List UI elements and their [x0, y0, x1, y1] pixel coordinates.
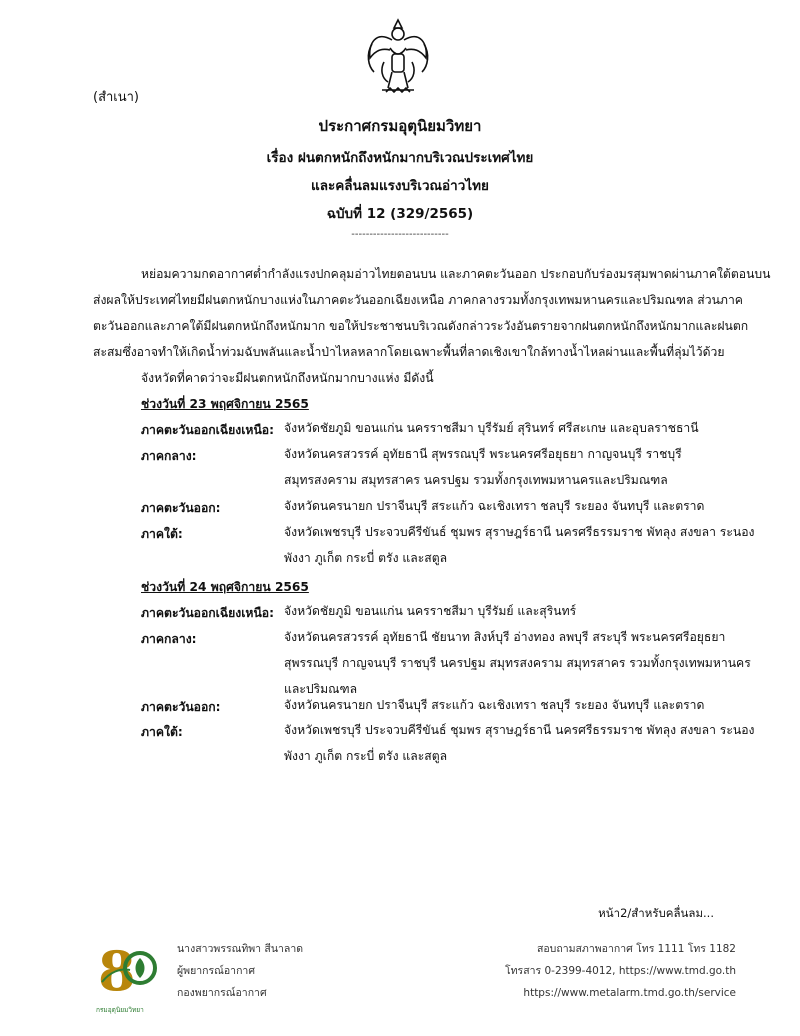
day1-east-provinces	[284, 493, 734, 519]
contact-fax-web: โทรสาร 0-2399-4012, https://www.tmd.go.th	[505, 965, 736, 977]
day1-south-provinces	[284, 519, 755, 571]
province-line: จังหวัดชัยภูมิ ขอนแก่น นครราชสีมา บุรีรัมย์ และสุรินทร์	[284, 604, 577, 618]
separator: ---------------------------	[351, 229, 449, 240]
province-line: จังหวัดนครสวรรค์ อุทัยธานี สุพรรณบุรี พระนครศรีอยุธยา กาญจนบุรี ราชบุรี	[284, 447, 682, 461]
day1-south-label: ภาคใต้:	[141, 527, 183, 541]
day1-central-label: ภาคกลาง:	[141, 449, 197, 463]
contact-phone: สอบถามสภาพอากาศ โทร 1111 โทร 1182	[536, 943, 736, 955]
day2-northeast-label: ภาคตะวันออกเฉียงเหนือ:	[141, 606, 274, 620]
tmd-80-logo-icon	[96, 938, 158, 1000]
province-line: จังหวัดเพชรบุรี ประจวบคีรีขันธ์ ชุมพร สุราษฎร์ธานี นครศรีธรรมราช พัทลุง สงขลา ระนอง	[284, 525, 755, 539]
province-line: พังงา ภูเก็ต กระบี่ ตรัง และสตูล	[284, 749, 448, 763]
province-line: สมุทรสงคราม สมุทรสาคร นครปฐม รวมทั้งกรุงเทพมหานครและปริมณฑล	[284, 473, 668, 487]
province-line: จังหวัดนครนายก ปราจีนบุรี สระแก้ว ฉะเชิงเทรา ชลบุรี ระยอง จันทบุรี และตราด	[284, 698, 705, 712]
day2-south-label: ภาคใต้:	[141, 725, 183, 739]
forecaster-info	[177, 938, 303, 1004]
day2-east-provinces	[284, 692, 734, 718]
issue-number: ฉบับที่ 12 (329/2565)	[326, 206, 474, 222]
day1-east-label: ภาคตะวันออก:	[141, 501, 221, 515]
day2-south-provinces	[284, 717, 755, 769]
paragraph-line: ตะวันออกและภาคใต้มีฝนตกหนักถึงหนักมาก ขอให้ประชาชนบริเวณดังกล่าวระวังอันตรายจากฝนตกหนักถึงหนักมากและฝนตก	[93, 319, 749, 333]
paragraph-line: สะสมซึ่งอาจทำให้เกิดน้ำท่วมฉับพลันและน้ำป่าไหลหลากโดยเฉพาะพื้นที่ลาดเชิงเขาใกล้ทางน้ำไหลผ่านและพื้นที่ลุ่มไว้ด้วย	[93, 345, 725, 359]
day1-central-provinces	[284, 441, 734, 493]
province-line: จังหวัดนครนายก ปราจีนบุรี สระแก้ว ฉะเชิงเทรา ชลบุรี ระยอง จันทบุรี และตราด	[284, 499, 705, 513]
province-line: จังหวัดนครสวรรค์ อุทัยธานี ชัยนาท สิงห์บุรี อ่างทอง ลพบุรี สระบุรี พระนครศรีอยุธยา	[284, 630, 726, 644]
logo-caption: กรมอุตุนิยมวิทยา	[96, 1006, 144, 1014]
subject-line-2: และคลื่นลมแรงบริเวณอ่าวไทย	[311, 178, 489, 194]
provinces-intro: จังหวัดที่คาดว่าจะมีฝนตกหนักถึงหนักมากบางแห่ง มีดังนี้	[141, 371, 434, 385]
forecaster-title: ผู้พยากรณ์อากาศ	[177, 965, 255, 977]
announcement-title: ประกาศกรมอุตุนิยมวิทยา	[318, 117, 482, 135]
copy-label: (สำเนา)	[93, 90, 140, 105]
day2-east-label: ภาคตะวันออก:	[141, 700, 221, 714]
garuda-emblem-icon	[362, 14, 434, 96]
day2-northeast-provinces	[284, 598, 734, 624]
day2-central-provinces	[284, 624, 751, 702]
contact-service-url: https://www.metalarm.tmd.go.th/service	[523, 987, 736, 999]
province-line: พังงา ภูเก็ต กระบี่ ตรัง และสตูล	[284, 551, 448, 565]
day2-heading: ช่วงวันที่ 24 พฤศจิกายน 2565	[141, 580, 309, 594]
contact-info	[505, 938, 736, 1004]
province-line: จังหวัดชัยภูมิ ขอนแก่น นครราชสีมา บุรีรัมย์ สุรินทร์ ศรีสะเกษ และอุบลราชธานี	[284, 421, 699, 435]
svg-text:8: 8	[98, 939, 136, 1000]
day1-heading: ช่วงวันที่ 23 พฤศจิกายน 2565	[141, 397, 309, 411]
main-paragraph	[93, 261, 771, 365]
next-page-note: หน้า2/สำหรับคลื่นลม...	[598, 906, 714, 920]
province-line: และปริมณฑล	[284, 682, 358, 696]
province-line: สุพรรณบุรี กาญจนบุรี ราชบุรี นครปฐม สมุทรสงคราม สมุทรสาคร รวมทั้งกรุงเทพมหานคร	[284, 656, 751, 670]
forecaster-division: กองพยากรณ์อากาศ	[177, 987, 267, 999]
subject-line-1: เรื่อง ฝนตกหนักถึงหนักมากบริเวณประเทศไทย	[266, 150, 534, 166]
day1-northeast-provinces	[284, 415, 734, 441]
province-line: จังหวัดเพชรบุรี ประจวบคีรีขันธ์ ชุมพร สุราษฎร์ธานี นครศรีธรรมราช พัทลุง สงขลา ระนอง	[284, 723, 755, 737]
forecaster-name: นางสาวพรรณทิพา สีนาลาด	[177, 943, 304, 955]
paragraph-line: ส่งผลให้ประเทศไทยมีฝนตกหนักบางแห่งในภาคตะวันออกเฉียงเหนือ ภาคกลางรวมทั้งกรุงเทพมหานครและปริมณฑล ส่วนภาค	[93, 293, 743, 307]
paragraph-line: หย่อมความกดอากาศต่ำกำลังแรงปกคลุมอ่าวไทยตอนบน และภาคตะวันออก ประกอบกับร่องมรสุมพาดผ่านภาคใต้ตอนบน	[141, 267, 771, 281]
day2-central-label: ภาคกลาง:	[141, 632, 197, 646]
day1-northeast-label: ภาคตะวันออกเฉียงเหนือ:	[141, 423, 274, 437]
